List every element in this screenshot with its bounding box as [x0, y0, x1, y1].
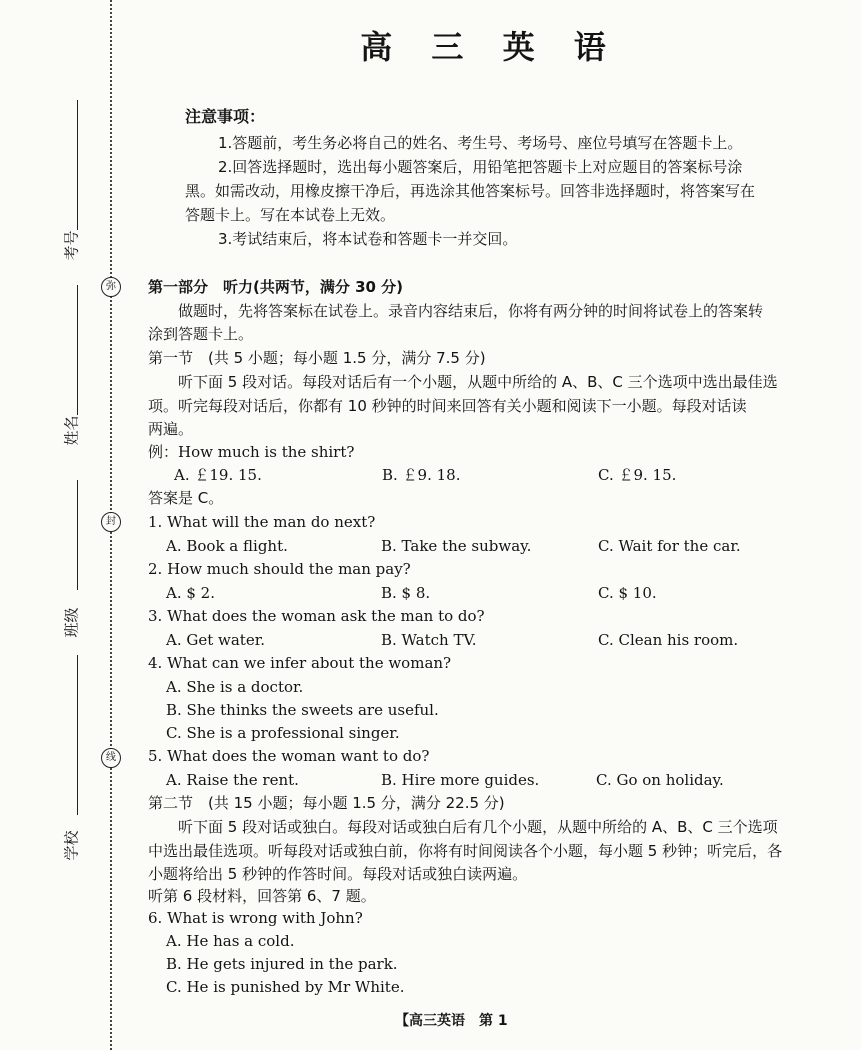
section2-intro: 听下面 5 段对话或独白。每段对话或独白后有几个小题，从题中所给的 A、B、C 三个选项 — [178, 818, 778, 836]
q5-option-a: A. Raise the rent. — [166, 771, 299, 789]
school-underline[interactable] — [77, 655, 78, 815]
q6-option-a: A. He has a cold. — [166, 932, 295, 950]
q6-option-c: C. He is punished by Mr White. — [166, 978, 405, 996]
q1-option-c: C. Wait for the car. — [598, 537, 741, 555]
notice-heading: 注意事项： — [185, 107, 266, 126]
exam-number-label: 考号 — [62, 230, 81, 261]
question-1: 1. What will the man do next? — [148, 513, 376, 531]
binding-margin — [0, 0, 120, 1050]
q1-option-b: B. Take the subway. — [381, 537, 532, 555]
part1-heading: 第一部分 听力(共两节，满分 30 分) — [148, 278, 404, 296]
class-field — [58, 480, 86, 650]
question-3: 3. What does the woman ask the man to do? — [148, 607, 485, 625]
part1-intro: 做题时，先将答案标在试卷上。录音内容结束后，你将有两分钟的时间将试卷上的答案转 — [178, 302, 764, 320]
section2-intro: 中选出最佳选项。听每段对话或独白前，你将有时间阅读各个小题，每小题 5 秒钟；听完后，各 — [148, 842, 783, 860]
q6-option-b: B. He gets injured in the park. — [166, 955, 398, 973]
q5-option-c: C. Go on holiday. — [596, 771, 724, 789]
example-question: 例：How much is the shirt? — [148, 443, 355, 461]
question-6: 6. What is wrong with John? — [148, 909, 363, 927]
notice-line: 2.回答选择题时，选出每小题答案后，用铅笔把答题卡上对应题目的答案标号涂 — [218, 158, 743, 176]
example-option-c: C. ￡9. 15. — [598, 466, 677, 484]
q4-option-c: C. She is a professional singer. — [166, 724, 400, 742]
q2-option-a: A. $ 2. — [166, 584, 215, 602]
section1-intro: 听下面 5 段对话。每段对话后有一个小题，从题中所给的 A、B、C 三个选项中选出最佳选 — [178, 373, 778, 391]
name-field — [58, 285, 86, 455]
exam-number-underline[interactable] — [77, 100, 78, 230]
section1-intro: 项。听完每段对话后，你都有 10 秒钟的时间来回答有关小题和阅读下一小题。每段对话读 — [148, 397, 747, 415]
school-label: 学校 — [62, 830, 81, 861]
section1-intro: 两遍。 — [148, 420, 194, 438]
question-2: 2. How much should the man pay? — [148, 560, 411, 578]
name-underline[interactable] — [77, 285, 78, 415]
q3-option-b: B. Watch TV. — [381, 631, 477, 649]
notice-line: 答题卡上。写在本试卷上无效。 — [185, 206, 396, 224]
q2-option-b: B. $ 8. — [381, 584, 431, 602]
example-answer: 答案是 C。 — [148, 489, 224, 507]
page-title: 高 三 英 语 — [360, 28, 620, 66]
section2-intro: 小题将给出 5 秒钟的作答时间。每段对话或独白读两遍。 — [148, 865, 528, 883]
part1-intro: 涂到答题卡上。 — [148, 325, 254, 343]
question-4: 4. What can we infer about the woman? — [148, 654, 452, 672]
section1-heading: 第一节 (共 5 小题；每小题 1.5 分，满分 7.5 分) — [148, 349, 486, 367]
material-instruction: 听第 6 段材料，回答第 6、7 题。 — [148, 887, 376, 905]
example-option-a: A. ￡19. 15. — [174, 466, 262, 484]
seal-feng: 封 — [101, 512, 121, 532]
page-footer: 【高三英语 第 1 — [395, 1013, 508, 1029]
seal-xian: 线 — [101, 748, 121, 768]
q4-option-a: A. She is a doctor. — [166, 678, 304, 696]
q4-option-b: B. She thinks the sweets are useful. — [166, 701, 439, 719]
exam-number-field — [58, 100, 86, 270]
class-underline[interactable] — [77, 480, 78, 590]
q1-option-a: A. Book a flight. — [166, 537, 288, 555]
q3-option-a: A. Get water. — [166, 631, 266, 649]
class-label: 班级 — [62, 607, 81, 638]
name-label: 姓名 — [62, 415, 81, 446]
notice-line: 3.考试结束后，将本试卷和答题卡一并交回。 — [218, 230, 518, 248]
notice-line: 黑。如需改动，用橡皮擦干净后，再选涂其他答案标号。回答非选择题时，将答案写在 — [185, 182, 756, 200]
seal-mi: 弥 — [101, 277, 121, 297]
q5-option-b: B. Hire more guides. — [381, 771, 540, 789]
example-option-b: B. ￡9. 18. — [382, 466, 461, 484]
school-field — [58, 655, 86, 875]
q3-option-c: C. Clean his room. — [598, 631, 739, 649]
q2-option-c: C. $ 10. — [598, 584, 657, 602]
section2-heading: 第二节 (共 15 小题；每小题 1.5 分，满分 22.5 分) — [148, 794, 505, 812]
notice-line: 1.答题前，考生务必将自己的姓名、考生号、考场号、座位号填写在答题卡上。 — [218, 134, 743, 152]
question-5: 5. What does the woman want to do? — [148, 747, 430, 765]
